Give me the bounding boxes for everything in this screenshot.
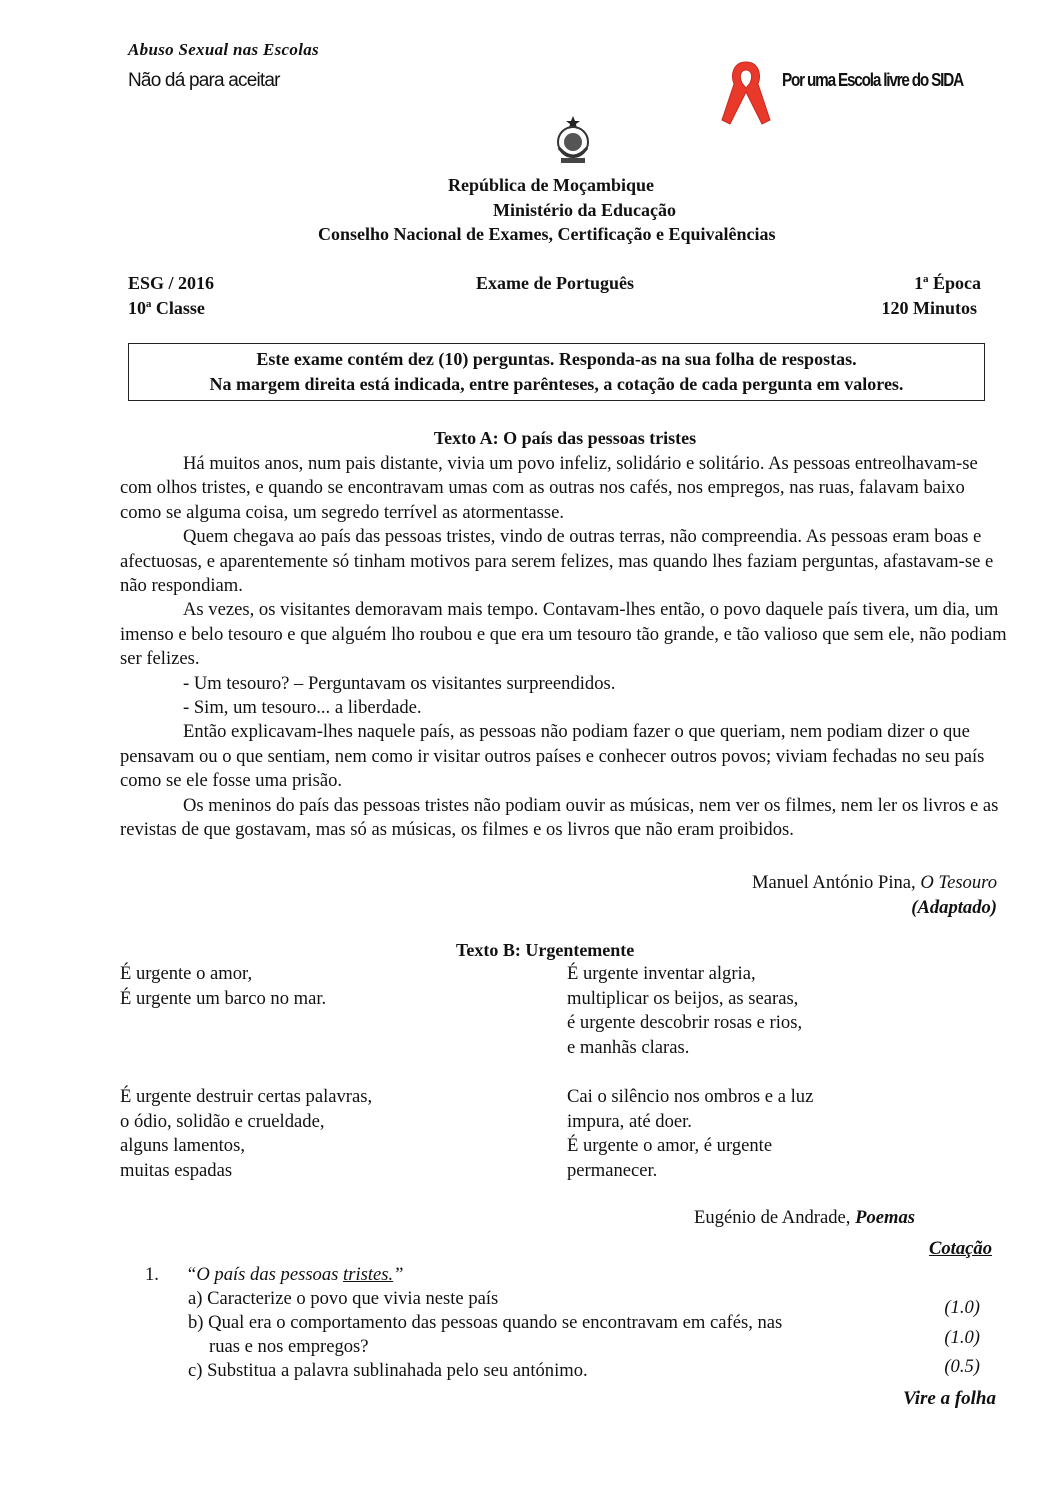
poem-line: alguns lamentos, (120, 1135, 245, 1156)
country-heading: República de Moçambique (448, 175, 655, 195)
citation-work: O Tesouro (920, 872, 997, 893)
poem-stanza (567, 1085, 813, 1183)
underlined-word: tristes. (343, 1264, 394, 1285)
council-heading: Conselho Nacional de Exames, Certificação e Equivalências (318, 224, 776, 244)
dialogue-line: - Um tesouro? – Perguntavam os visitantes surpreendidos. (183, 672, 616, 694)
dialogue-line: - Sim, um tesouro... a liberdade. (183, 697, 422, 719)
poem-line: muitas espadas (120, 1159, 233, 1181)
national-emblem-icon (553, 114, 593, 168)
ministry-heading: Ministério da Educação (493, 200, 676, 220)
exam-code: ESG / 2016 (128, 273, 215, 293)
paragraph: Há muitos anos, num pais distante, vivia um povo infeliz, solidário e solitário. As pessoas entreolhavam-se com olhos tristes, e quando se encontravam umas com as outras nos cafés, nos empregos, nas ruas, falavam baixo como se alguma coisa, um segredo terrível as atormentasse. (120, 453, 978, 523)
texto-a-citation (752, 870, 997, 920)
score-a: (1.0) (944, 1297, 980, 1318)
poem-line: o ódio, solidão e crueldade, (120, 1110, 325, 1132)
score-b: (1.0) (944, 1327, 980, 1348)
paragraph: Os meninos do país das pessoas tristes não podiam ouvir as músicas, nem ver os filmes, nem ler os livros e as revistas de que gostavam, mas só as músicas, os filmes e os livros que não eram proibidos. (120, 794, 999, 841)
texto-a-body (120, 452, 1010, 843)
instructions-box (128, 343, 985, 401)
texto-b-citation (694, 1207, 915, 1229)
exam-grade: 10ª Classe (128, 298, 205, 318)
poem-line: É urgente o amor, (120, 963, 253, 984)
subquestion-a: a) Caracterize o povo que vivia neste país (188, 1288, 499, 1309)
quote-text: “O país das pessoas (186, 1264, 344, 1285)
campaign-slogan: Não dá para aceitar (128, 70, 280, 91)
citation-author: Eugénio de Andrade, (694, 1207, 856, 1228)
subquestion-b: b) Qual era o comportamento das pessoas quando se encontravam em cafés, nas (188, 1312, 783, 1333)
aids-campaign-title: Por uma Escola livre do SIDA (782, 70, 963, 90)
paragraph: As vezes, os visitantes demoravam mais tempo. Contavam-lhes então, o povo daquele país tivera, um dia, um imenso e belo tesouro e que alguém lho roubou e que era um tesouro tão grande, e tão valioso que sem ele, não podiam ser felizes. (120, 599, 1007, 670)
paragraph: Então explicavam-lhes naquele país, as pessoas não podiam fazer o que queriam, nem podiam dizer o que pensavam ou o que sentiam, nem como ir visitar outros países e conhecer outros povos; viviam fechadas no seu país como se ele fosse uma prisão. (120, 721, 985, 792)
poem-line: multiplicar os beijos, as searas, (567, 987, 799, 1009)
quote-close: ” (393, 1264, 404, 1285)
instructions-line-2: Na margem direita está indicada, entre parênteses, a cotação de cada pergunta em valores. (209, 374, 904, 394)
question-number: 1. (145, 1264, 159, 1285)
exam-season: 1ª Época (914, 273, 981, 293)
texto-a-title: Texto A: O país das pessoas tristes (433, 428, 697, 448)
poem-stanza (567, 962, 802, 1060)
poem-line: permanecer. (567, 1159, 658, 1181)
poem-line: e manhãs claras. (567, 1036, 690, 1058)
exam-subject: Exame de Português (476, 273, 634, 293)
citation-work: Poemas (855, 1207, 916, 1228)
poem-stanza (120, 962, 326, 1011)
poem-line: é urgente descobrir rosas e rios, (567, 1012, 803, 1033)
campaign-script-title: Abuso Sexual nas Escolas (128, 40, 319, 59)
subquestion-c: c) Substitua a palavra sublinahada pelo seu antónimo. (188, 1360, 588, 1381)
exam-duration: 120 Minutos (881, 298, 977, 318)
poem-line: Cai o silêncio nos ombros e a luz (567, 1086, 814, 1107)
question-quote (186, 1264, 404, 1286)
poem-line: É urgente inventar algria, (567, 963, 756, 984)
subquestion-b-continued: ruas e nos empregos? (209, 1336, 369, 1357)
poem-line: É urgente o amor, é urgente (567, 1135, 773, 1156)
red-ribbon-icon (716, 58, 776, 130)
poem-line: impura, até doer. (567, 1110, 692, 1132)
instructions-line-1: Este exame contém dez (10) perguntas. Responda-as na sua folha de respostas. (256, 349, 857, 369)
cotacao-heading: Cotação (928, 1238, 992, 1259)
texto-b-title: Texto B: Urgentemente (456, 940, 635, 960)
citation-note: (Adaptado) (911, 897, 997, 918)
score-c: (0.5) (944, 1356, 980, 1377)
turn-page-note: Vire a folha (903, 1388, 996, 1409)
citation-author: Manuel António Pina, (751, 872, 921, 893)
poem-line: É urgente um barco no mar. (120, 987, 327, 1009)
paragraph: Quem chegava ao país das pessoas tristes, vindo de outras terras, não compreendia. As pessoas eram boas e afectuosas, e aparentemente só tinham motivos para serem felizes, mas quando lhes faziam perguntas, afastavam-se e não respondiam. (120, 526, 994, 597)
poem-stanza (120, 1085, 372, 1183)
poem-line: É urgente destruir certas palavras, (120, 1086, 373, 1107)
